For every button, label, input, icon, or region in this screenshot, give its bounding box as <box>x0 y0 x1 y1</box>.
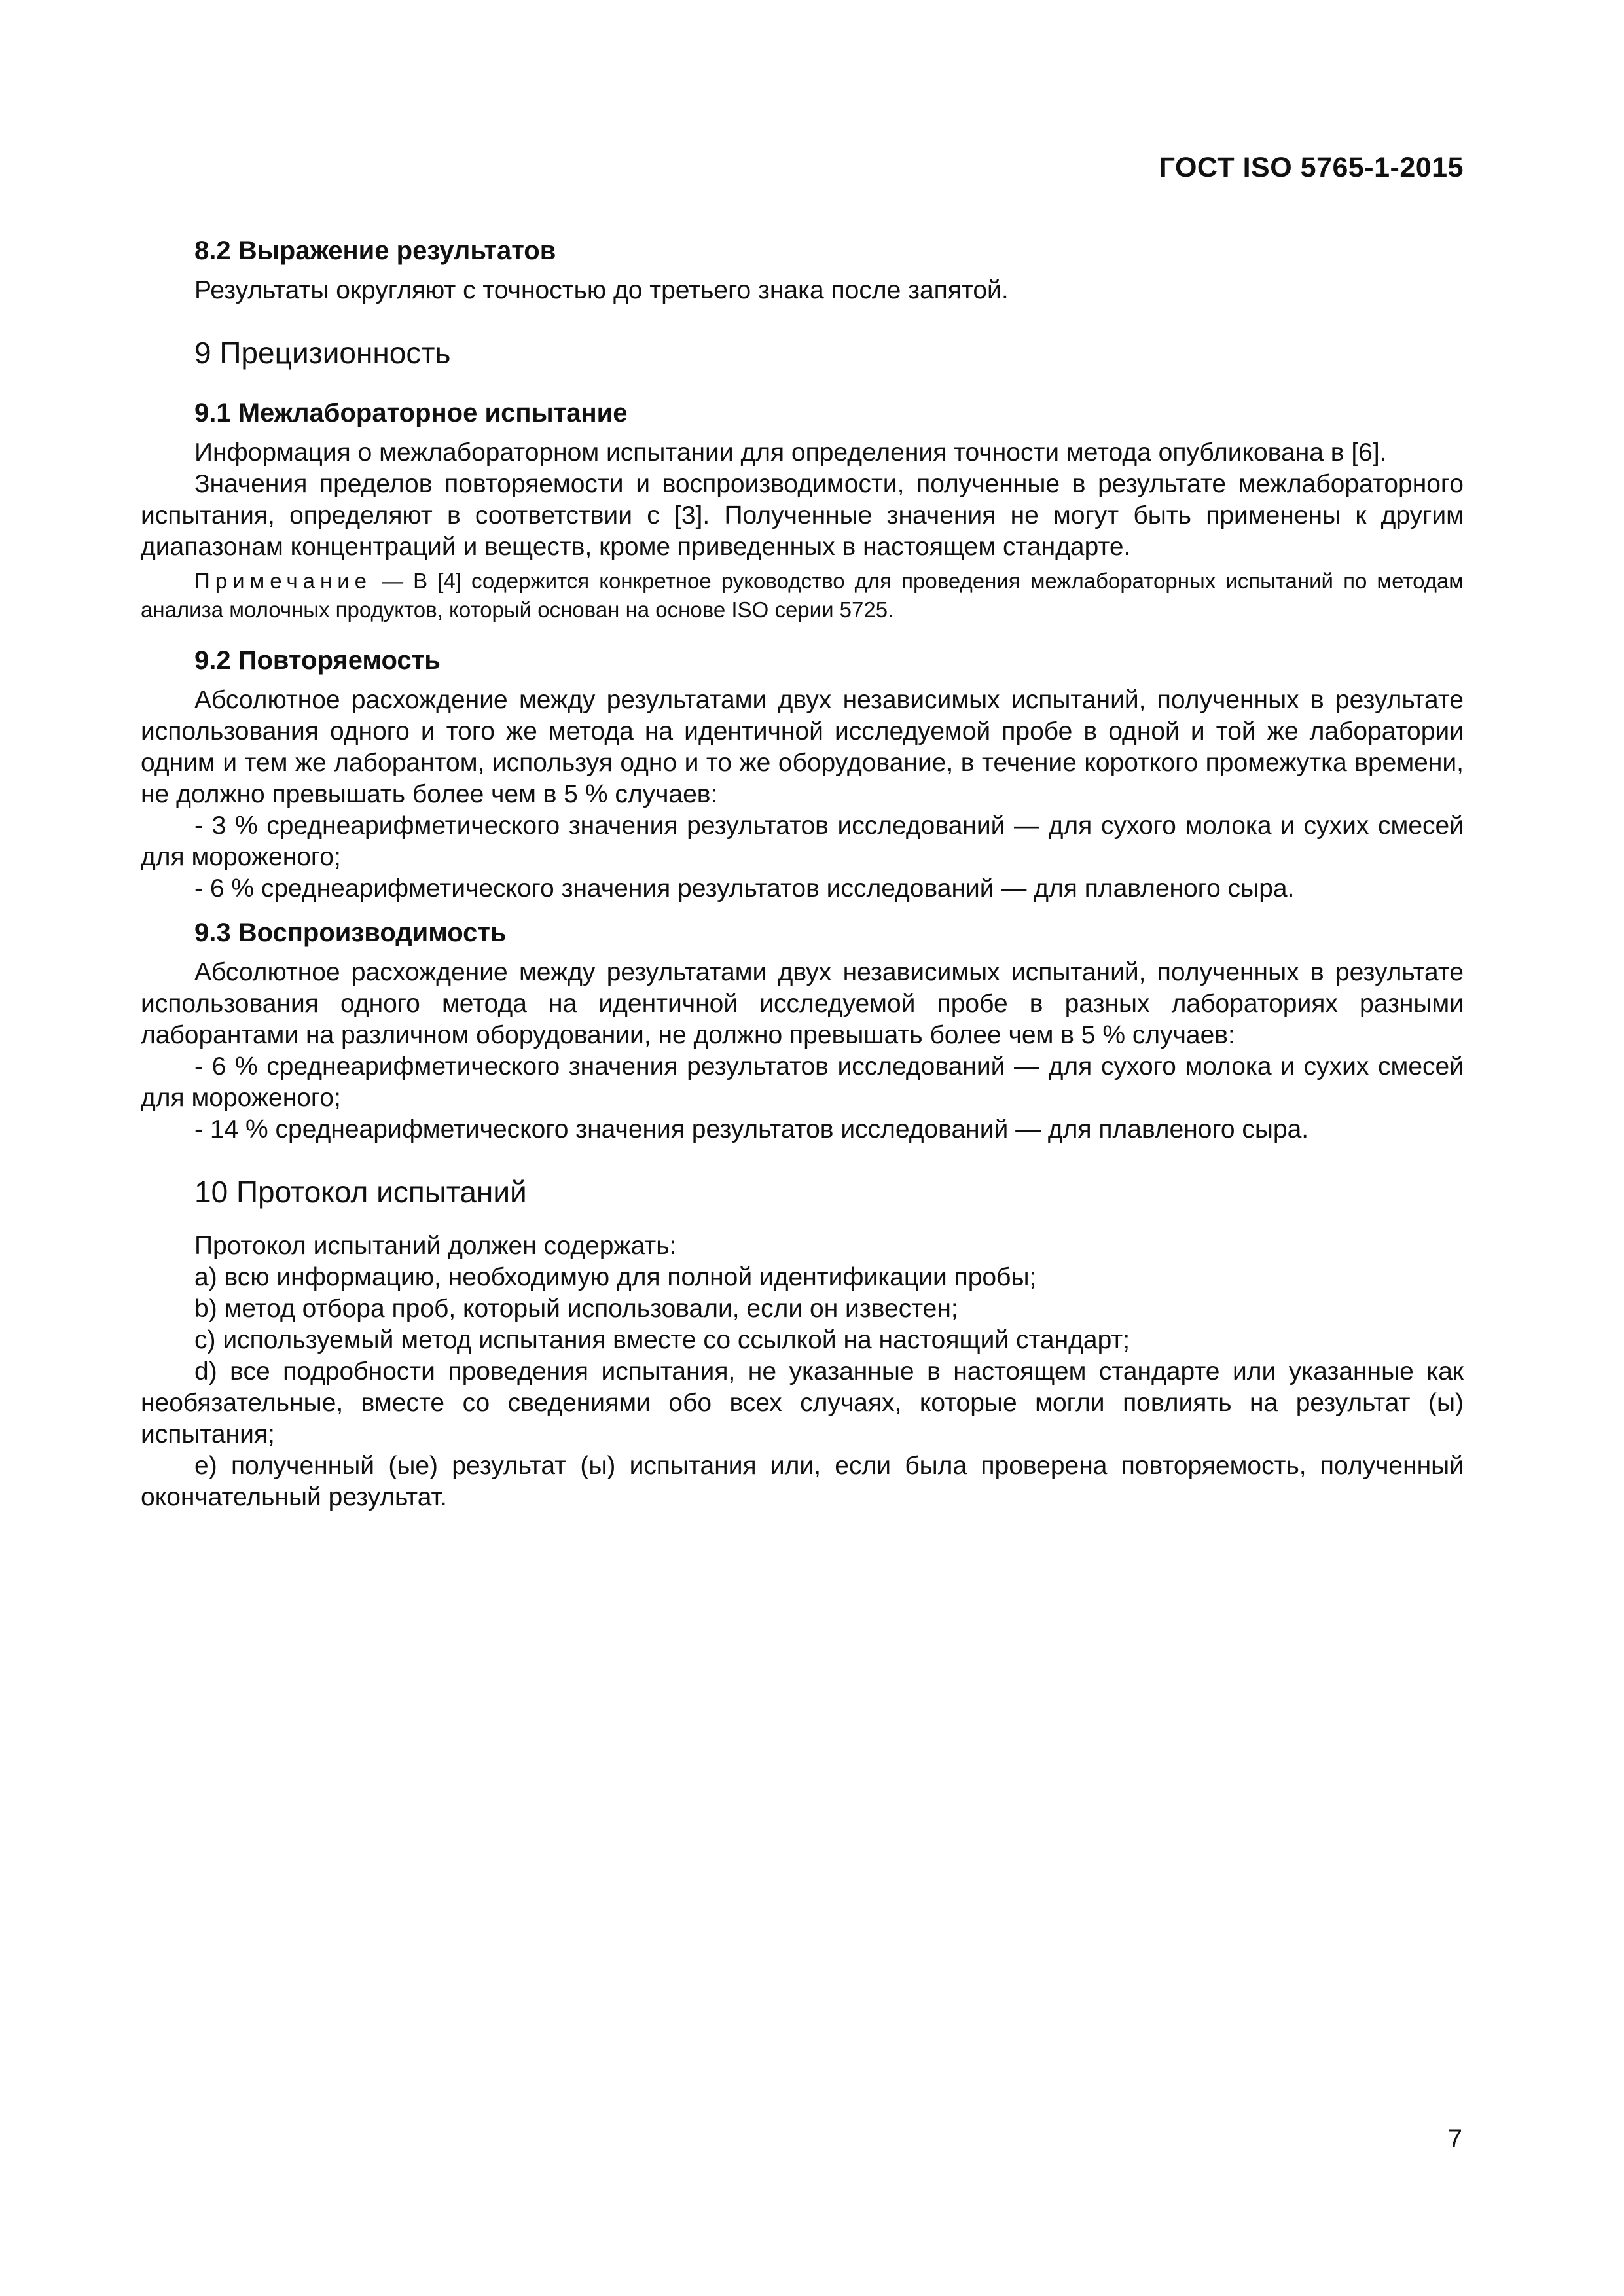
section-9-3-title: 9.3 Воспроизводимость <box>194 918 507 947</box>
section-9-3 <box>141 916 1464 1145</box>
section-10-title: 10 Протокол испытаний <box>194 1175 527 1209</box>
document-code: ГОСТ ISO 5765-1-2015 <box>1159 152 1464 183</box>
note-label: Примечание <box>194 569 372 593</box>
section-9-2-item-1: - 3 % среднеарифметического значения результатов исследований — для сухого молока и сухих смесей для мороженого; <box>141 812 1464 871</box>
note-text: — В [4] содержится конкретное руководство для проведения межлабораторных испытаний по методам анализа молочных продуктов, который основан на основе ISO серии 5725. <box>141 569 1464 622</box>
section-9-1-text-1: Информация о межлабораторном испытании для определения точности метода опубликована в [6]. <box>194 439 1387 467</box>
section-8-2-title: 8.2 Выражение результатов <box>194 236 556 265</box>
section-9-3-item-2: - 14 % среднеарифметического значения результатов исследований — для плавленого сыра. <box>194 1115 1309 1143</box>
section-9-3-text: Абсолютное расхождение между результатами двух независимых испытаний, полученных в результате использования одного метода на идентичной исследуемой пробе в разных лабораториях разными лаборантами на различном оборудовании, не должно превышать более чем в 5 % случаев: <box>141 958 1464 1049</box>
section-9-title: 9 Прецизионность <box>194 336 451 370</box>
page-number: 7 <box>1447 2125 1462 2153</box>
section-10-item-e: e) полученный (ые) результат (ы) испытания или, если была проверена повторяемость, полученный окончательный результат. <box>141 1452 1464 1511</box>
section-9-2 <box>141 644 1464 905</box>
section-10-item-b: b) метод отбора проб, который использовали, если он известен; <box>194 1295 958 1323</box>
section-9-1-note <box>141 567 1464 624</box>
section-10-item-d: d) все подробности проведения испытания, не указанные в настоящем стандарте или указанные как необязательные, вместе со сведениями обо всех случаях, которые могли повлиять на результат (ы) испытания; <box>141 1357 1464 1448</box>
section-10-item-c: c) используемый метод испытания вместе со ссылкой на настоящий стандарт; <box>194 1326 1130 1354</box>
section-10 <box>141 1173 1464 1513</box>
page-content <box>141 234 1464 1513</box>
section-9-1-text-2: Значения пределов повторяемости и воспроизводимости, полученные в результате межлабораторного испытания, определяют в соответствии с [3]. Полученные значения не могут быть применены к другим диапазонам концентраций и веществ, кроме приведенных в настоящем стандарте. <box>141 470 1464 561</box>
section-9-2-title: 9.2 Повторяемость <box>194 646 441 675</box>
section-8-2 <box>141 234 1464 306</box>
section-9-1-title: 9.1 Межлабораторное испытание <box>194 399 628 427</box>
section-9-2-text: Абсолютное расхождение между результатами двух независимых испытаний, полученных в результате использования одного и того же метода на идентичной исследуемой пробе в одной и той же лаборатории одним и тем же лаборантом, используя одно и то же оборудование, в течение короткого промежутка времени, не должно превышать более чем в 5 % случаев: <box>141 686 1464 808</box>
section-8-2-text: Результаты округляют с точностью до третьего знака после запятой. <box>194 276 1009 304</box>
section-9-3-item-1: - 6 % среднеарифметического значения результатов исследований — для сухого молока и сухих смесей для мороженого; <box>141 1052 1464 1112</box>
section-9-2-item-2: - 6 % среднеарифметического значения результатов исследований — для плавленого сыра. <box>194 874 1295 903</box>
section-9-1 <box>141 397 1464 624</box>
section-10-item-a: a) всю информацию, необходимую для полной идентификации пробы; <box>194 1263 1037 1291</box>
section-10-intro: Протокол испытаний должен содержать: <box>194 1232 677 1260</box>
